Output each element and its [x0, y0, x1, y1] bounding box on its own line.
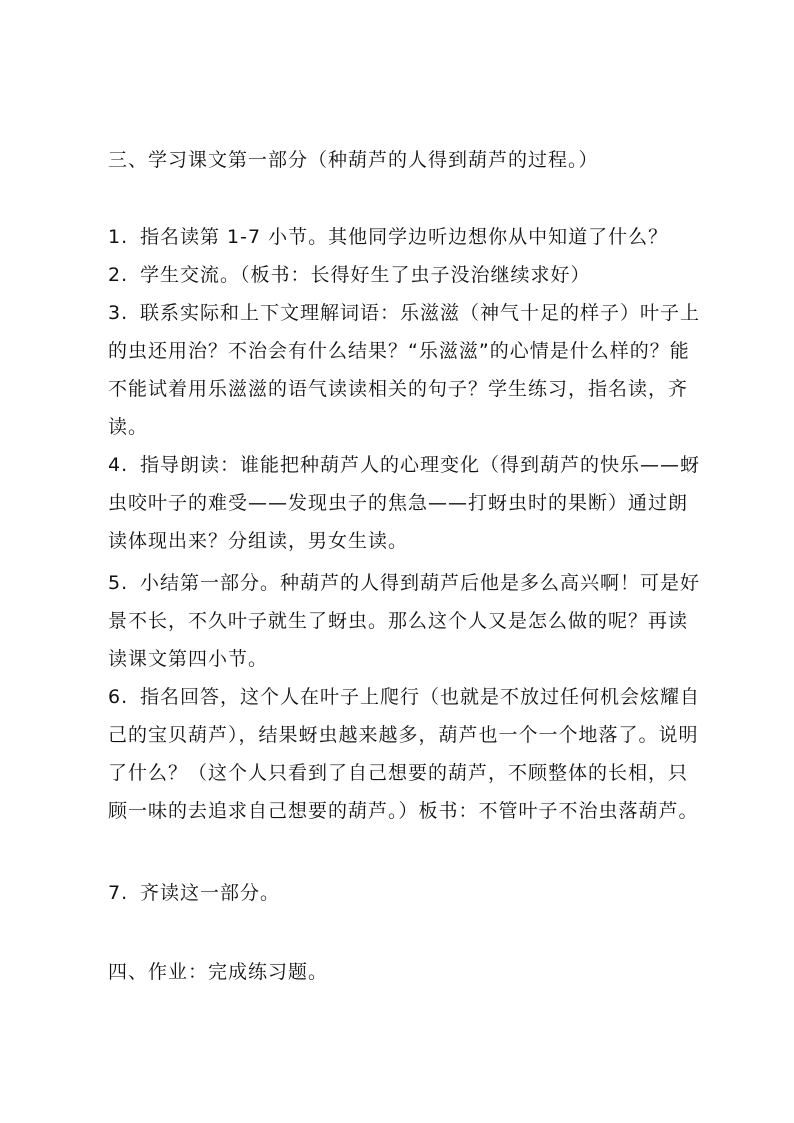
section-three-heading: 三、学习课文第一部分（种葫芦的人得到葫芦的过程。） — [108, 149, 599, 171]
step-item-3 — [108, 294, 700, 446]
step-item-4 — [108, 446, 700, 560]
step-item-5 — [108, 564, 700, 678]
step-number: 2. — [108, 264, 129, 286]
step-number: 3. — [108, 302, 129, 324]
step-item-2 — [108, 256, 700, 294]
step-text: 联系实际和上下文理解词语：乐滋滋（神气十足的样子）叶子上的虫还用治？不治会有什么结果？“乐滋滋”的心情是什么样的？能不能试着用乐滋滋的语气读读相关的句子？学生练习，指名读，齐读。 — [108, 302, 701, 438]
step-text: 齐读这一部分。 — [140, 882, 281, 904]
step-item-7 — [108, 874, 700, 912]
step-number: 7. — [108, 882, 129, 904]
section-four-heading: 四、作业：完成练习题。 — [108, 961, 329, 983]
step-text: 指导朗读：谁能把种葫芦人的心理变化（得到葫芦的快乐——蚜虫咬叶子的难受——发现虫子的焦急——打蚜虫时的果断）通过朗读体现出来？分组读，男女生读。 — [108, 454, 701, 552]
step-text: 指名回答，这个人在叶子上爬行（也就是不放过任何机会炫耀自己的宝贝葫芦），结果蚜虫越来越多，葫芦也一个一个地落了。说明了什么？（这个人只看到了自己想要的葫芦，不顾整体的长相，只顾一味的去追求自己想要的葫芦。）板书：不管叶子不治虫落葫芦。 — [108, 686, 701, 822]
step-number: 6. — [108, 686, 129, 708]
step-number: 4. — [108, 454, 129, 476]
step-item-6 — [108, 678, 700, 830]
step-item-1 — [108, 218, 700, 256]
step-number: 1. — [108, 226, 129, 248]
step-number: 5. — [108, 572, 129, 594]
step-text: 指名读第 1-7 小节。其他同学边听边想你从中知道了什么？ — [140, 226, 669, 248]
step-text: 学生交流。（板书：长得好生了虫子没治继续求好） — [140, 264, 591, 286]
step-text: 小结第一部分。种葫芦的人得到葫芦后他是多么高兴啊！可是好景不长，不久叶子就生了蚜虫。那么这个人又是怎么做的呢？再读读课文第四小节。 — [108, 572, 701, 670]
